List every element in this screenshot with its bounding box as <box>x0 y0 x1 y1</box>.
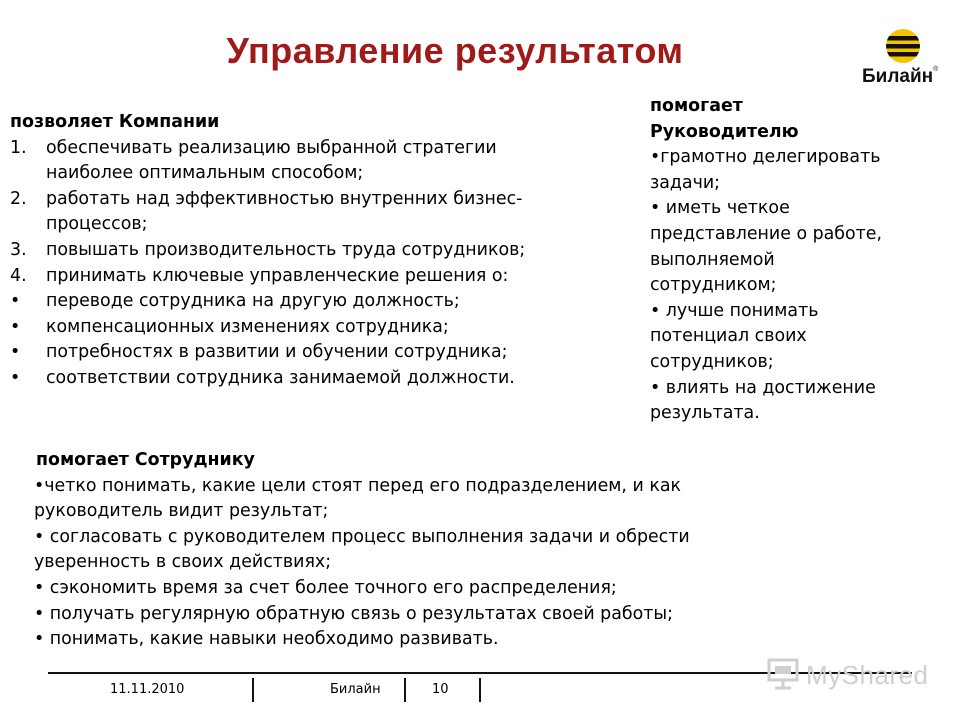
list-item-text: переводе сотрудника на другую должность; <box>46 291 460 312</box>
company-list <box>10 136 630 392</box>
watermark-text: MyShared <box>806 660 929 690</box>
footer-page-number: 10 <box>432 682 449 697</box>
manager-list-line: результата. <box>650 403 760 424</box>
list-marker: • <box>10 291 21 312</box>
company-list-item <box>10 366 630 392</box>
list-item-text: повышать производительность труда сотрудников; <box>46 239 526 260</box>
company-list-item <box>10 315 630 341</box>
footer-separator <box>252 678 254 702</box>
list-marker: 1. <box>10 137 27 158</box>
employee-list-line: •четко понимать, какие цели стоят перед его подразделением, и как <box>34 475 681 496</box>
manager-list-line: задачи; <box>650 172 721 193</box>
manager-list-line: сотрудников; <box>650 351 774 372</box>
employee-list-line: руководитель видит результат; <box>34 501 329 522</box>
manager-list-line: сотрудником; <box>650 275 777 296</box>
employee-heading: помогает Сотруднику <box>36 450 255 470</box>
employee-list <box>34 474 856 653</box>
manager-heading-line-2: Руководителю <box>650 121 799 142</box>
company-list-item <box>10 289 630 315</box>
company-list-item <box>10 161 630 187</box>
manager-list-line: представление о работе, <box>650 223 883 244</box>
employee-list-line: • согласовать с руководителем процесс выполнения задачи и обрести <box>34 526 690 547</box>
manager-section <box>650 94 950 427</box>
logo-wordmark: Билайн® <box>862 66 939 87</box>
employee-list-line: • получать регулярную обратную связь о результатах своей работы; <box>34 603 673 624</box>
company-list-item <box>10 136 630 162</box>
manager-list-line: потенциал своих <box>650 326 807 347</box>
list-marker: 2. <box>10 188 27 209</box>
list-marker: • <box>10 342 21 363</box>
manager-list-line: • влиять на достижение <box>650 377 876 398</box>
footer-company: Билайн <box>330 682 381 697</box>
list-marker: 4. <box>10 265 27 286</box>
company-list-item <box>10 212 630 238</box>
list-item-text: принимать ключевые управленческие решения о: <box>46 265 509 286</box>
company-list-item <box>10 264 630 290</box>
list-item-text: потребностях в развитии и обучении сотрудника; <box>46 342 508 363</box>
employee-list-line: • сэкономить время за счет более точного его распределения; <box>34 577 617 598</box>
employee-list-line: • понимать, какие навыки необходимо развивать. <box>34 629 499 650</box>
list-marker: • <box>10 316 21 337</box>
slide-title: Управление результатом <box>226 30 684 71</box>
list-marker <box>10 161 46 187</box>
company-list-item <box>10 238 630 264</box>
manager-list-line: •грамотно делегировать <box>650 147 881 168</box>
footer-date: 11.11.2010 <box>110 682 185 697</box>
manager-list-line: выполняемой <box>650 249 775 270</box>
company-list-item <box>10 187 630 213</box>
list-item-text: обеспечивать реализацию выбранной стратегии <box>46 137 497 158</box>
list-item-text: компенсационных изменениях сотрудника; <box>46 316 449 337</box>
list-marker: • <box>10 367 21 388</box>
manager-list-line: • иметь четкое <box>650 198 790 219</box>
list-item-text: соответствии сотрудника занимаемой должности. <box>46 367 515 388</box>
employee-list-line: уверенность в своих действиях; <box>34 552 332 573</box>
list-item-text: процессов; <box>46 214 148 235</box>
footer-separator <box>479 678 481 702</box>
manager-list-line: • лучше понимать <box>650 300 819 321</box>
company-heading: позволяет Компании <box>10 112 220 132</box>
presentation-icon <box>766 657 802 691</box>
list-item-text: работать над эффективностью внутренних бизнес- <box>46 188 523 209</box>
company-section <box>10 110 630 392</box>
list-marker: 3. <box>10 239 27 260</box>
manager-heading-line-1: помогает <box>650 96 743 116</box>
footer-separator <box>404 678 406 702</box>
list-marker <box>10 212 46 238</box>
company-list-item <box>10 340 630 366</box>
list-item-text: наиболее оптимальным способом; <box>46 163 364 184</box>
employee-section <box>36 448 856 653</box>
manager-list <box>650 145 950 427</box>
